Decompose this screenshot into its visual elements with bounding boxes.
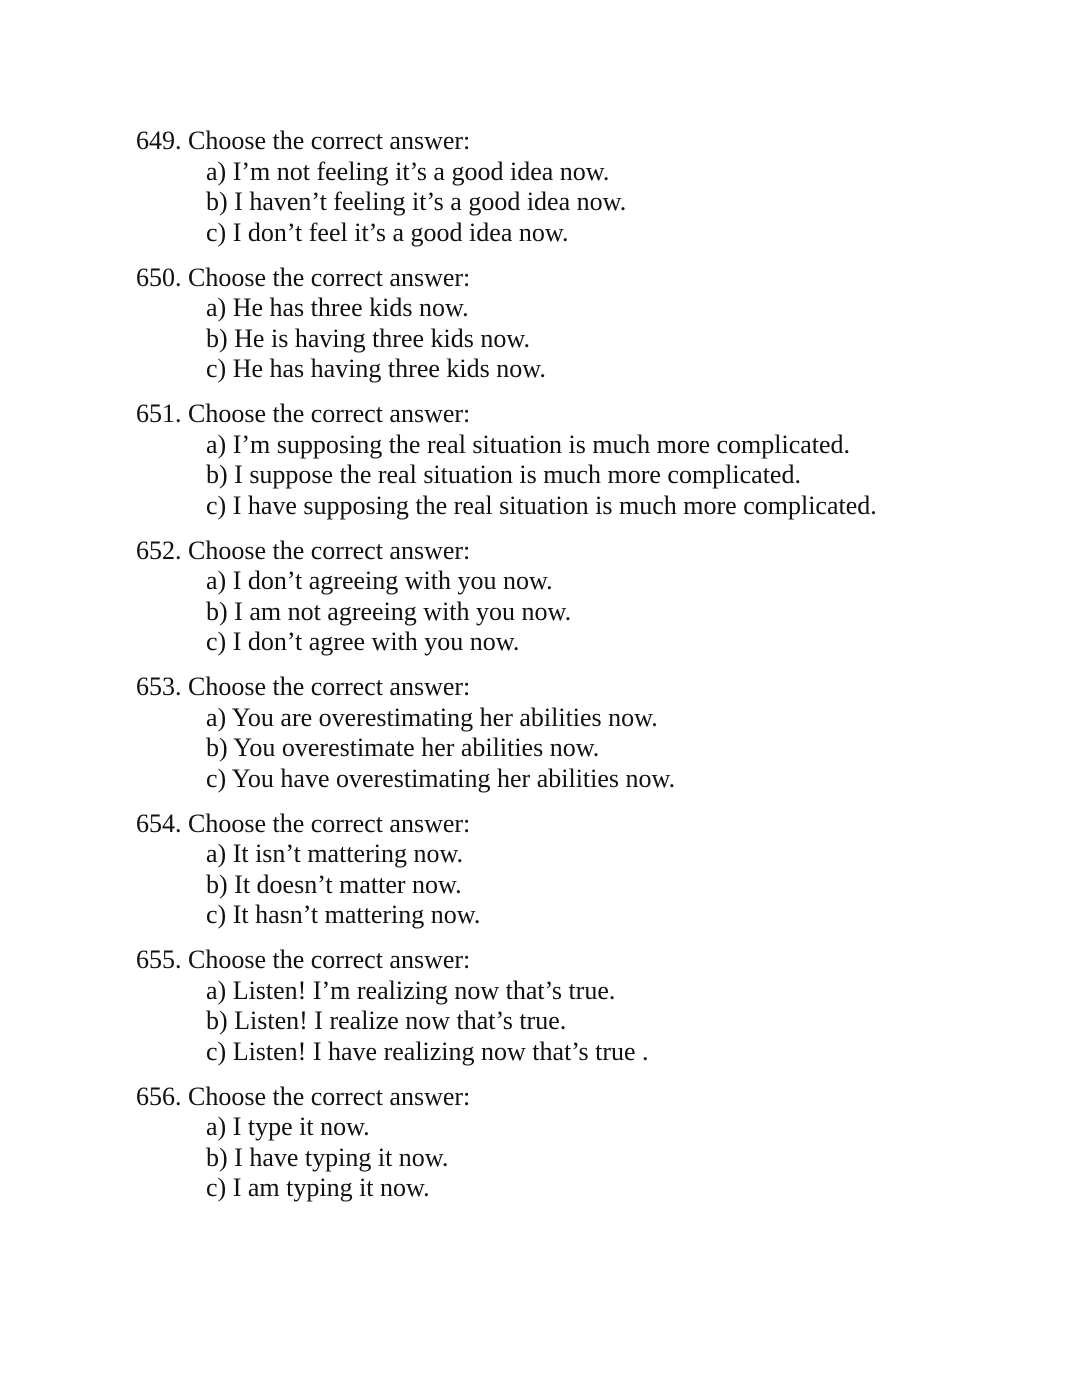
answer-option-c: c) I have supposing the real situation is much more complicated. — [206, 490, 877, 520]
answer-option-c: c) He has having three kids now. — [206, 354, 546, 383]
answer-option-a: a) You are overestimating her abilities now. — [206, 702, 658, 732]
question-item — [136, 1082, 1036, 1219]
answer-option-b: b) It doesn’t matter now. — [206, 869, 462, 899]
question-list — [136, 126, 1036, 1218]
question-item — [136, 536, 1036, 673]
answer-option-b: b) You overestimate her abilities now. — [206, 733, 600, 762]
question-prompt: 653. Choose the correct answer: — [136, 672, 471, 701]
answer-option-a: a) It isn’t mattering now. — [206, 839, 464, 868]
answer-option-a: a) I don’t agreeing with you now. — [206, 566, 553, 595]
question-prompt: 651. Choose the correct answer: — [136, 399, 471, 428]
answer-option-c: c) Listen! I have realizing now that’s true . — [206, 1036, 649, 1066]
answer-option-b: b) I have typing it now. — [206, 1142, 449, 1172]
answer-option-a: a) He has three kids now. — [206, 293, 469, 322]
question-prompt: 655. Choose the correct answer: — [136, 945, 471, 974]
question-prompt: 649. Choose the correct answer: — [136, 126, 471, 155]
question-item — [136, 126, 1036, 263]
question-item — [136, 672, 1036, 809]
answer-option-a: a) I’m not feeling it’s a good idea now. — [206, 156, 610, 186]
answer-option-b: b) He is having three kids now. — [206, 323, 530, 353]
answer-option-a: a) I type it now. — [206, 1112, 370, 1141]
answer-option-c: c) I don’t feel it’s a good idea now. — [206, 217, 569, 247]
answer-option-b: b) I suppose the real situation is much more complicated. — [206, 460, 801, 489]
question-item — [136, 809, 1036, 946]
answer-option-c: c) It hasn’t mattering now. — [206, 900, 481, 929]
question-prompt: 650. Choose the correct answer: — [136, 262, 471, 292]
answer-option-a: a) Listen! I’m realizing now that’s true. — [206, 975, 616, 1005]
answer-option-b: b) Listen! I realize now that’s true. — [206, 1006, 567, 1035]
question-prompt: 652. Choose the correct answer: — [136, 535, 471, 565]
answer-option-b: b) I haven’t feeling it’s a good idea now. — [206, 187, 627, 216]
question-prompt: 654. Choose the correct answer: — [136, 808, 471, 838]
question-prompt: 656. Choose the correct answer: — [136, 1081, 471, 1111]
question-item — [136, 263, 1036, 400]
answer-option-a: a) I’m supposing the real situation is much more complicated. — [206, 429, 851, 459]
answer-option-c: c) I don’t agree with you now. — [206, 627, 520, 656]
answer-option-b: b) I am not agreeing with you now. — [206, 596, 572, 626]
answer-option-c: c) You have overestimating her abilities now. — [206, 763, 676, 793]
answer-option-c: c) I am typing it now. — [206, 1173, 430, 1202]
question-item — [136, 945, 1036, 1082]
question-item — [136, 399, 1036, 536]
